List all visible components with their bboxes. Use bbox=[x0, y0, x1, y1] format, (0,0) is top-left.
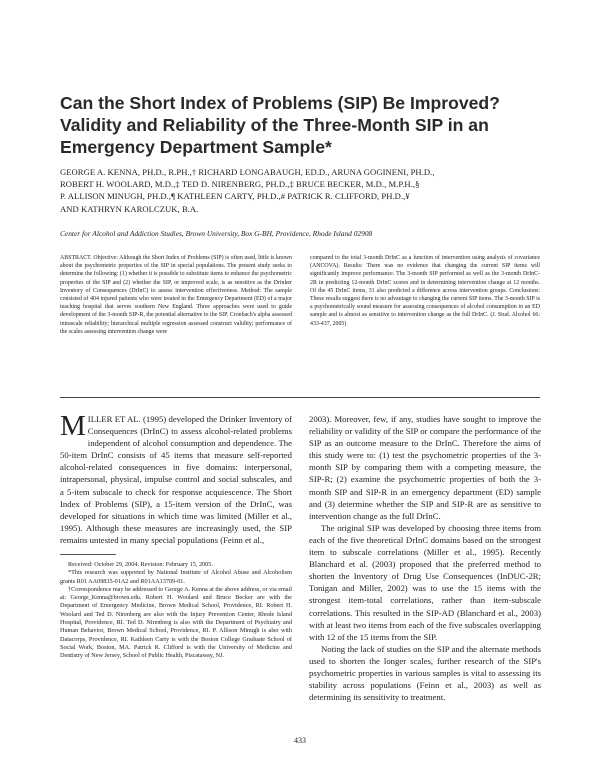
abstract-right: compared to the total 3-month DrInC as a function of intervention using analysis of covariance (ANCOVA). Results: There was no evidence that changing the current SIP items will significantly improve performance. The 3-month SIP performed as well as the 3-month DrInC-2R in predicting 12-month DrInC scores and in determining intervention change at 12 months. Of the 45 DrInC items, 31 also predicted a difference across intervention groups. Conclusions: These results suggest there is no advantage to changing the current SIP items. The 3-month SIP is a psychometrically sound measure for assessing consequences of alcohol consumption in an ED sample and is almost as sensitive to intervention change as the full DrInC. (J. Stud. Alcohol 66: 433-437, 2005) bbox=[310, 255, 540, 327]
footnote-received: Received: October 29, 2004. Revision: February 15, 2005. bbox=[68, 561, 213, 568]
author-line: ROBERT H. WOOLARD, M.D.,‡ TED D. NIRENBERG, PH.D.,‡ BRUCE BECKER, M.D., M.P.H.,§ bbox=[60, 179, 420, 190]
drop-cap: M bbox=[60, 410, 86, 442]
affiliation: Center for Alcohol and Addiction Studies, Brown University, Box G-BH, Providence, Rhode Island 02908 bbox=[60, 229, 373, 238]
abstract-left: ABSTRACT. Objective: Although the Short Index of Problems (SIP) is often used, little is known about the psychometric properties of the SIP in special populations. The present study seeks to determine the following: (1) whether it is possible to substitute items to enhance the psychometric properties of the SIP and (2) whether the SIP, or improved scale, is as sensitive as the Drinker Inventory of Consequences (DrInC) to assess intervention effectiveness. Method: The sample consisted of 404 injured patients who were treated in the Emergency Department (ED) of a major teaching hospital that serves southern New England. Three approaches were used to guide development of the 3-month SIP-R, the potential alternative to the SIP. Cronbach's alpha assessed intrascale reliability; hierarchical multiple regression assessed construct validity; performance of the scales assessing intervention change were bbox=[60, 255, 292, 335]
section-divider bbox=[60, 397, 540, 398]
body-paragraph: Noting the lack of studies on the SIP and the alternate methods used to shorten the longer scales, further research of the SIP's psychometric properties in various samples is vital to assessing its stability across populations (Feinn et al., 2003) as well as determining its sensitivity to treatment. bbox=[309, 643, 541, 703]
paragraph-text: ILLER ET AL. (1995) developed the Drinker Inventory of Consequences (DrInC) to assess alcohol-related problems independent of alcohol consumption and dependence. The 50-item DrInC consists of 45 items that measure self-reported alcohol-related consequences in five domains: interpersonal, intrapersonal, physical, impulse control and social subscales, and a 5-item subscale to check for response acquiescence. The Short Index of Problems (SIP), a 15-item version of the DrInC, was developed for situations in which time was limited (Miller et al., 1995). Although these measures are increasingly used, the SIP remains untested in many special populations (Feinn et al., bbox=[60, 414, 292, 545]
author-line: P. ALLISON MINUGH, PH.D.,¶ KATHLEEN CARTY, PH.D.,# PATRICK R. CLIFFORD, PH.D.,¥ bbox=[60, 191, 410, 202]
author-line: AND KATHRYN KAROLCZUK, B.A. bbox=[60, 203, 199, 214]
author-line: GEORGE A. KENNA, PH.D., R.PH.,† RICHARD LONGABAUGH, ED.D., ARUNA GOGINENI, PH.D., bbox=[60, 167, 435, 177]
footnote-funding: *This research was supported by National Institute of Alcohol Abuse and Alcoholism grants R01 AA09835-01A2 and R01AA13709-01. bbox=[60, 569, 292, 585]
footnote-correspondence: †Correspondence may be addressed to George A. Kenna at the above address, or via email at: George_Kenna@brown.edu. Robert H. Woolard and Bruce Becker are with the Department of Emergency Medicine, Brown Medical School, Providence, RI. Robert H. Woolard and Ted D. Nirenberg are also with the Injury Prevention Center, Rhode Island Hospital, Providence, RI. Ted D. Nirenberg is also with the Department of Psychiatry and Human Behavior, Brown Medical School, Providence, RI. P. Allison Minugh is also with Datacorps, Providence, RI. Kathleen Carty is with the Boston College Graduate School of Social Work, Boston, MA. Patrick R. Clifford is with the University of Medicine and Dentistry of New Jersey, School of Public Health, Piscataway, NJ. bbox=[60, 585, 292, 660]
body-paragraph: 2003). Moreover, few, if any, studies have sought to improve the reliability or validity of the SIP or compare the performance of the SIP as an outcome measure to the DrInC. Therefore the aims of this study were to: (1) test the psychometric properties of the 3-month SIP by comparing them with a competing measure, the SIP-R; (2) examine the psychometric properties of both the 3-month SIP and SIP-R in an emergency department (ED) sample and (3) determine whether the SIP and SIP-R are as sensitive to intervention change as the full DrInC. bbox=[309, 414, 541, 521]
author-list bbox=[60, 166, 540, 215]
body-paragraph: The original SIP was developed by choosing three items from each of the five theoretical DrInC domains based on the strongest item to subscale correlations (Miller et al., 1995). Recently Blanchard et al. (2003) proposed that the preferred method to shorten the Inventory of Drug Use Consequences (InDUC-2R; Tonigan and Miller, 2002) was to use the 15 items with the strongest item-total correlations, rather than item-subscale correlations. This resulted in the SIP-AD (Blanchard et al., 2003) with at least two items from each of the five subscales overlapping with 12 of the 15 items from the SIP. bbox=[309, 522, 541, 642]
body-column-left bbox=[60, 410, 292, 546]
body-paragraph bbox=[60, 410, 292, 546]
footnote-rule bbox=[60, 554, 116, 555]
footnotes bbox=[60, 561, 292, 661]
article-title: Can the Short Index of Problems (SIP) Be Improved? Validity and Reliability of the Three-Month SIP in an Emergency Department Sample* bbox=[60, 93, 500, 157]
page-number: 433 bbox=[294, 736, 306, 745]
body-column-right bbox=[309, 413, 541, 703]
